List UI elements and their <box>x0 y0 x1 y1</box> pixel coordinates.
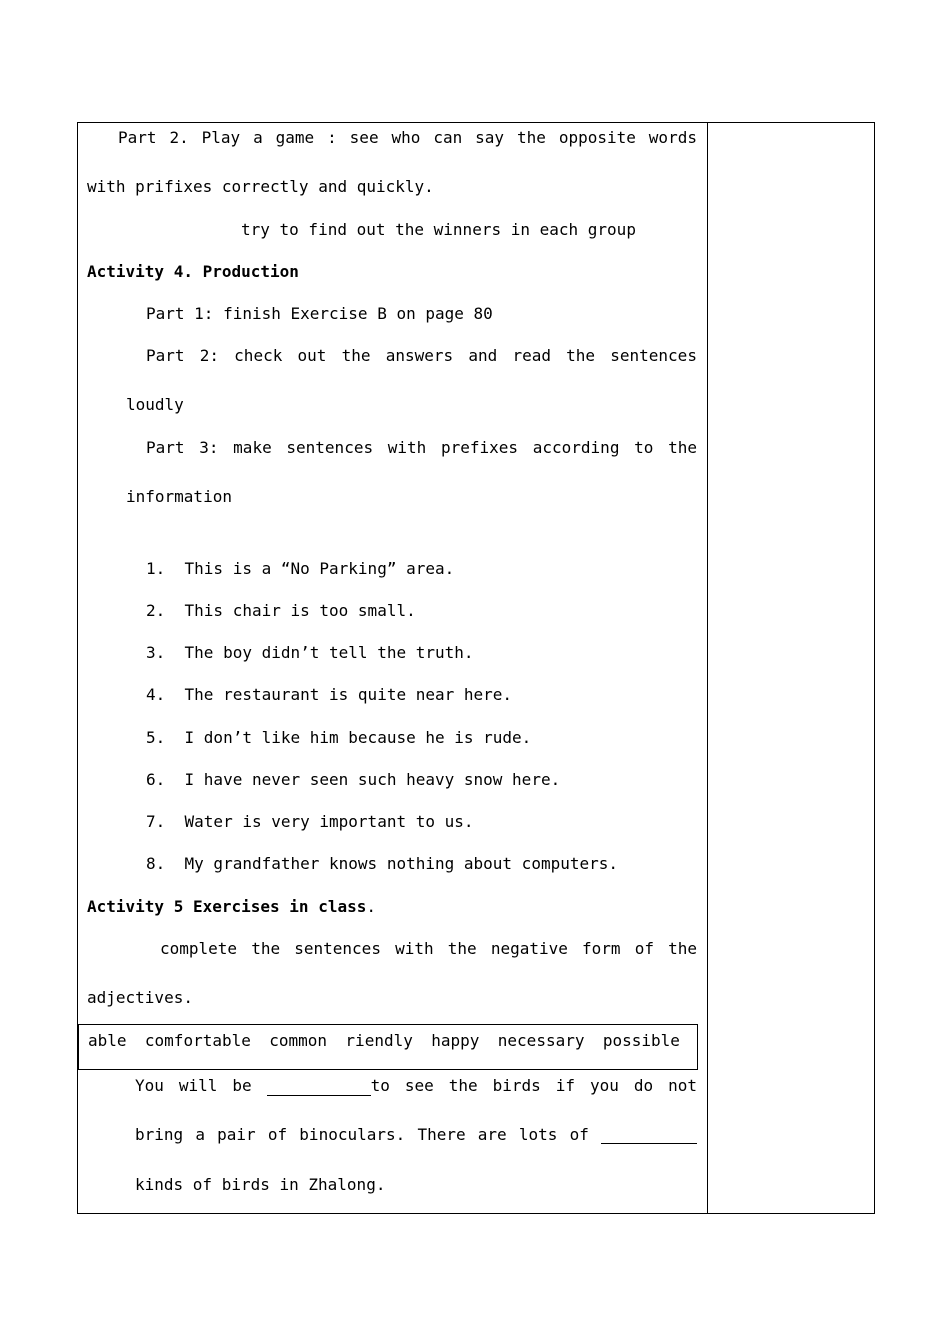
item-text: My grandfather knows nothing about computers. <box>184 854 619 873</box>
word-bank-item: necessary <box>497 1031 585 1050</box>
word-bank-item: possible <box>602 1031 680 1050</box>
word: 3: <box>199 438 219 457</box>
word: complete <box>160 939 238 958</box>
word: negative <box>490 939 568 958</box>
word: do <box>633 1076 654 1095</box>
word: sentences <box>294 939 381 958</box>
item-text: The boy didn’t tell the truth. <box>184 643 474 662</box>
activity4-part2-line2: loudly <box>126 395 184 414</box>
word: not <box>668 1076 697 1095</box>
word-bank-item: able <box>88 1031 127 1050</box>
word: can <box>433 128 463 147</box>
word: be <box>232 1076 252 1095</box>
word: birds <box>492 1076 541 1095</box>
answer-blank[interactable] <box>601 1125 697 1144</box>
item-number: 3. <box>146 643 166 662</box>
list-item <box>146 770 560 790</box>
activity4-part1: Part 1: finish Exercise B on page 80 <box>146 304 493 323</box>
word: the <box>668 438 697 457</box>
word: check <box>234 346 283 365</box>
word: Play <box>201 128 241 147</box>
column-divider <box>707 122 708 1214</box>
list-item <box>146 728 531 748</box>
item-text: Water is very important to us. <box>184 812 474 831</box>
word-bank-item: happy <box>431 1031 480 1050</box>
word: to <box>634 438 654 457</box>
word: the <box>341 346 371 365</box>
word: according <box>532 438 620 457</box>
word: Part <box>118 128 157 147</box>
word: if <box>555 1076 575 1095</box>
word-bank <box>88 1031 680 1051</box>
activity5-instruction-line2: adjectives. <box>87 988 193 1007</box>
word: say <box>475 128 505 147</box>
word: you <box>589 1076 619 1095</box>
item-number: 6. <box>146 770 166 789</box>
word: Part <box>146 438 185 457</box>
word: the <box>668 939 697 958</box>
part2-game-line3: try to find out the winners in each group <box>241 220 636 239</box>
blank-with-word <box>267 1076 390 1096</box>
word: and <box>468 346 498 365</box>
list-item <box>146 854 618 874</box>
word: who <box>391 128 421 147</box>
exercise-line3: kinds of birds in Zhalong. <box>135 1175 386 1194</box>
activity5-heading-period: . <box>366 897 376 916</box>
word: There <box>417 1125 466 1144</box>
word: form <box>582 939 621 958</box>
exercise-line1 <box>135 1076 697 1096</box>
word: Part <box>146 346 185 365</box>
activity5-heading-text: Activity 5 Exercises in class <box>87 897 367 916</box>
exercise-line2 <box>135 1125 697 1145</box>
word: the <box>447 939 477 958</box>
item-number: 2. <box>146 601 166 620</box>
activity5-heading <box>87 897 376 917</box>
part2-game-line1 <box>118 128 697 148</box>
word: make <box>233 438 272 457</box>
part2-game-line2: with prifixes correctly and quickly. <box>87 177 434 196</box>
word: of <box>634 939 654 958</box>
item-number: 1. <box>146 559 166 578</box>
word: of <box>267 1125 288 1144</box>
word: the <box>251 939 281 958</box>
word: 2. <box>169 128 189 147</box>
activity4-part2-line1 <box>146 346 697 366</box>
word: binoculars. <box>299 1125 406 1144</box>
word: bring <box>135 1125 184 1144</box>
word: the <box>448 1076 478 1095</box>
word: are <box>477 1125 507 1144</box>
word: You <box>135 1076 164 1095</box>
word: of <box>569 1125 589 1144</box>
word: answers <box>385 346 454 365</box>
list-item <box>146 685 512 705</box>
list-item <box>146 643 474 663</box>
item-number: 7. <box>146 812 166 831</box>
list-item <box>146 559 454 579</box>
word: sentences <box>286 438 374 457</box>
word: with <box>395 939 434 958</box>
answer-blank[interactable] <box>267 1077 371 1096</box>
item-text: This chair is too small. <box>184 601 416 620</box>
word: 2: <box>199 346 219 365</box>
activity4-part3-line1 <box>146 438 697 458</box>
word: : <box>327 128 337 147</box>
word: opposite <box>558 128 636 147</box>
word: a <box>253 128 263 147</box>
word: to <box>370 1076 390 1095</box>
word-bank-item: common <box>269 1031 328 1050</box>
activity4-part3-line2: information <box>126 487 232 506</box>
word: read <box>512 346 551 365</box>
word: with <box>387 438 427 457</box>
word: see <box>349 128 379 147</box>
word: a <box>195 1125 205 1144</box>
activity4-heading: Activity 4. Production <box>87 262 299 281</box>
word-bank-item: riendly <box>345 1031 413 1050</box>
item-text: I have never seen such heavy snow here. <box>184 770 561 789</box>
word: see <box>404 1076 434 1095</box>
list-item <box>146 601 416 621</box>
word: pair <box>217 1125 256 1144</box>
word: prefixes <box>441 438 519 457</box>
word: game <box>275 128 315 147</box>
word-bank-item: comfortable <box>144 1031 251 1050</box>
item-text: I don’t like him because he is rude. <box>184 728 532 747</box>
word: will <box>178 1076 218 1095</box>
activity5-instruction-line1 <box>160 939 697 959</box>
item-text: The restaurant is quite near here. <box>184 685 513 704</box>
word: out <box>297 346 327 365</box>
word: the <box>516 128 546 147</box>
word: words <box>648 128 697 147</box>
word: sentences <box>610 346 697 365</box>
list-item <box>146 812 474 832</box>
item-number: 8. <box>146 854 166 873</box>
word: lots <box>518 1125 558 1144</box>
word: the <box>566 346 596 365</box>
item-number: 4. <box>146 685 166 704</box>
item-text: This is a “No Parking” area. <box>184 559 455 578</box>
item-number: 5. <box>146 728 166 747</box>
